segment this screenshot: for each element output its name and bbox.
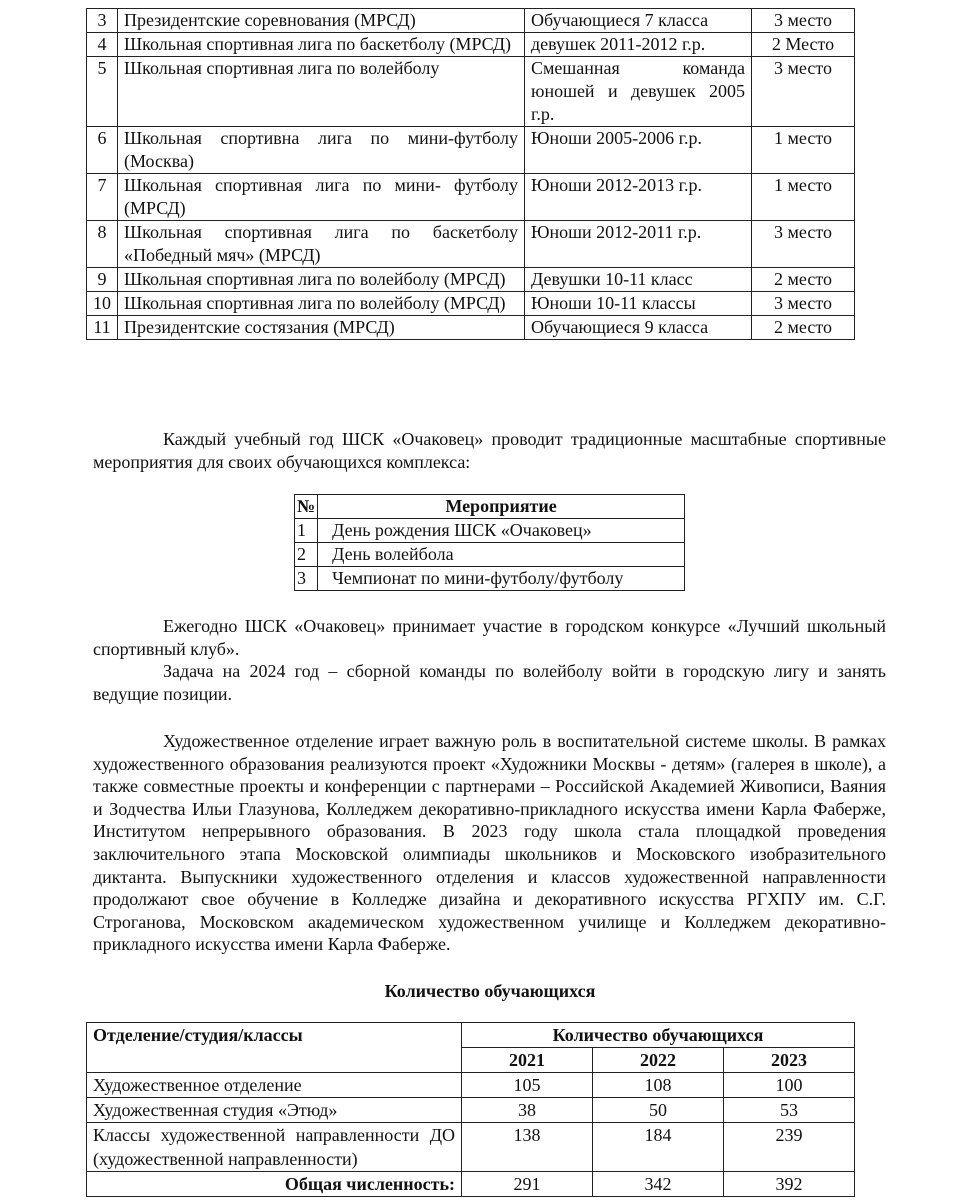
row-number: 4 xyxy=(87,33,118,57)
students-table xyxy=(86,1022,855,1197)
event-number: 2 xyxy=(295,543,318,567)
department-name: Классы художественной направленности ДО (художественной направленности) xyxy=(87,1123,462,1172)
department-name: Художественная студия «Этюд» xyxy=(87,1098,462,1123)
participants: Девушки 10-11 класс xyxy=(525,268,752,292)
students-table-body xyxy=(87,1073,855,1197)
events-intro-paragraph: Каждый учебный год ШСК «Очаковец» проводит традиционные масштабные спортивные мероприятия для своих обучающихся комплекса: xyxy=(93,429,886,472)
place-result: 3 место xyxy=(752,292,855,316)
art-department-paragraph: Художественное отделение играет важную роль в воспитательной системе школы. В рамках художественного образования реализуются проект «Художники Москвы - детям» (галерея в школе), а также совместные проекты и конференции с партнерами – Российской Академией Живописи, Ваяния и Зодчества Ильи Глазунова, Колледжем декоративно-прикладного искусства имени Карла Фаберже, Институтом непрерывного образования. В 2023 году школа стала площадкой проведения заключительного этапа Московской олимпиады школьников и Московского изобразительного диктанта. Выпускники художественного отделения и классов художественной направленности продолжают свое обучение в Колледже дизайна и декоративного искусства РГХПУ им. С.Г. Строганова, Московском академическом художественном училище и Колледжем декоративно-прикладного искусства имени Карла Фаберже. xyxy=(93,731,886,955)
student-count: 50 xyxy=(593,1098,724,1123)
event-name: Чемпионат по мини-футболу/футболу xyxy=(318,567,685,591)
table-row xyxy=(87,9,855,33)
table-row xyxy=(87,1073,855,1098)
participants: Юноши 2012-2013 г.р. xyxy=(525,174,752,221)
row-number: 3 xyxy=(87,9,118,33)
row-number: 10 xyxy=(87,292,118,316)
event-number: 1 xyxy=(295,519,318,543)
place-result: 2 место xyxy=(752,316,855,340)
participants: Обучающиеся 9 класса xyxy=(525,316,752,340)
competition-name: Школьная спортивная лига по волейболу (МРСД) xyxy=(118,268,525,292)
contest-paragraph: Ежегодно ШСК «Очаковец» принимает участие в городском конкурсе «Лучший школьный спортивный клуб». xyxy=(93,616,886,659)
event-name: День волейбола xyxy=(318,543,685,567)
competition-name: Президентские состязания (МРСД) xyxy=(118,316,525,340)
participants: Юноши 2012-2011 г.р. xyxy=(525,221,752,268)
student-count: 105 xyxy=(462,1073,593,1098)
task-paragraph: Задача на 2024 год – сборной команды по волейболу войти в городскую лигу и занять ведущие позиции. xyxy=(93,661,886,704)
events-table-body xyxy=(295,519,685,591)
year-header: 2023 xyxy=(724,1048,855,1073)
total-count: 392 xyxy=(724,1172,855,1197)
department-name: Художественное отделение xyxy=(87,1073,462,1098)
table-row xyxy=(295,543,685,567)
competition-name: Школьная спортивная лига по волейболу xyxy=(118,57,525,127)
participants: Юноши 2005-2006 г.р. xyxy=(525,127,752,174)
table-row xyxy=(295,519,685,543)
events-header-num: № xyxy=(295,495,318,519)
competitions-table-body xyxy=(87,9,855,340)
place-result: 3 место xyxy=(752,57,855,127)
participants: девушек 2011-2012 г.р. xyxy=(525,33,752,57)
competition-name: Школьная спортивна лига по мини-футболу (Москва) xyxy=(118,127,525,174)
row-number: 8 xyxy=(87,221,118,268)
students-header-dept: Отделение/студия/классы xyxy=(87,1023,462,1073)
place-result: 1 место xyxy=(752,127,855,174)
events-table-header xyxy=(295,495,685,519)
student-count: 108 xyxy=(593,1073,724,1098)
place-result: 2 Место xyxy=(752,33,855,57)
students-table-header xyxy=(87,1023,855,1048)
table-row xyxy=(87,268,855,292)
total-row xyxy=(87,1172,855,1197)
year-header: 2022 xyxy=(593,1048,724,1073)
competition-name: Президентские соревнования (МРСД) xyxy=(118,9,525,33)
table-row xyxy=(87,57,855,127)
student-count: 138 xyxy=(462,1123,593,1172)
student-count: 184 xyxy=(593,1123,724,1172)
place-result: 3 место xyxy=(752,221,855,268)
total-label: Общая численность: xyxy=(87,1172,462,1197)
students-header-count: Количество обучающихся xyxy=(462,1023,855,1048)
participants: Юноши 10-11 классы xyxy=(525,292,752,316)
event-number: 3 xyxy=(295,567,318,591)
table-row xyxy=(87,174,855,221)
events-header-event: Мероприятие xyxy=(318,495,685,519)
table-row xyxy=(87,1123,855,1172)
row-number: 11 xyxy=(87,316,118,340)
table-row xyxy=(87,127,855,174)
place-result: 1 место xyxy=(752,174,855,221)
student-count: 239 xyxy=(724,1123,855,1172)
row-number: 9 xyxy=(87,268,118,292)
participants: Смешанная команда юношей и девушек 2005 г.р. xyxy=(525,57,752,127)
total-count: 342 xyxy=(593,1172,724,1197)
competition-name: Школьная спортивная лига по волейболу (МРСД) xyxy=(118,292,525,316)
student-count: 38 xyxy=(462,1098,593,1123)
student-count: 53 xyxy=(724,1098,855,1123)
table-row xyxy=(87,316,855,340)
competition-name: Школьная спортивная лига по баскетболу (МРСД) xyxy=(118,33,525,57)
participants: Обучающиеся 7 класса xyxy=(525,9,752,33)
competition-name: Школьная спортивная лига по мини- футболу (МРСД) xyxy=(118,174,525,221)
students-table-title: Количество обучающихся xyxy=(384,981,596,1001)
row-number: 5 xyxy=(87,57,118,127)
events-table xyxy=(294,494,685,591)
table-row xyxy=(87,33,855,57)
competitions-table xyxy=(86,8,855,340)
total-count: 291 xyxy=(462,1172,593,1197)
row-number: 7 xyxy=(87,174,118,221)
student-count: 100 xyxy=(724,1073,855,1098)
place-result: 3 место xyxy=(752,9,855,33)
table-row xyxy=(87,221,855,268)
competition-name: Школьная спортивная лига по баскетболу «Победный мяч» (МРСД) xyxy=(118,221,525,268)
table-row xyxy=(87,292,855,316)
year-header: 2021 xyxy=(462,1048,593,1073)
event-name: День рождения ШСК «Очаковец» xyxy=(318,519,685,543)
table-row xyxy=(87,1098,855,1123)
place-result: 2 место xyxy=(752,268,855,292)
row-number: 6 xyxy=(87,127,118,174)
table-row xyxy=(295,567,685,591)
